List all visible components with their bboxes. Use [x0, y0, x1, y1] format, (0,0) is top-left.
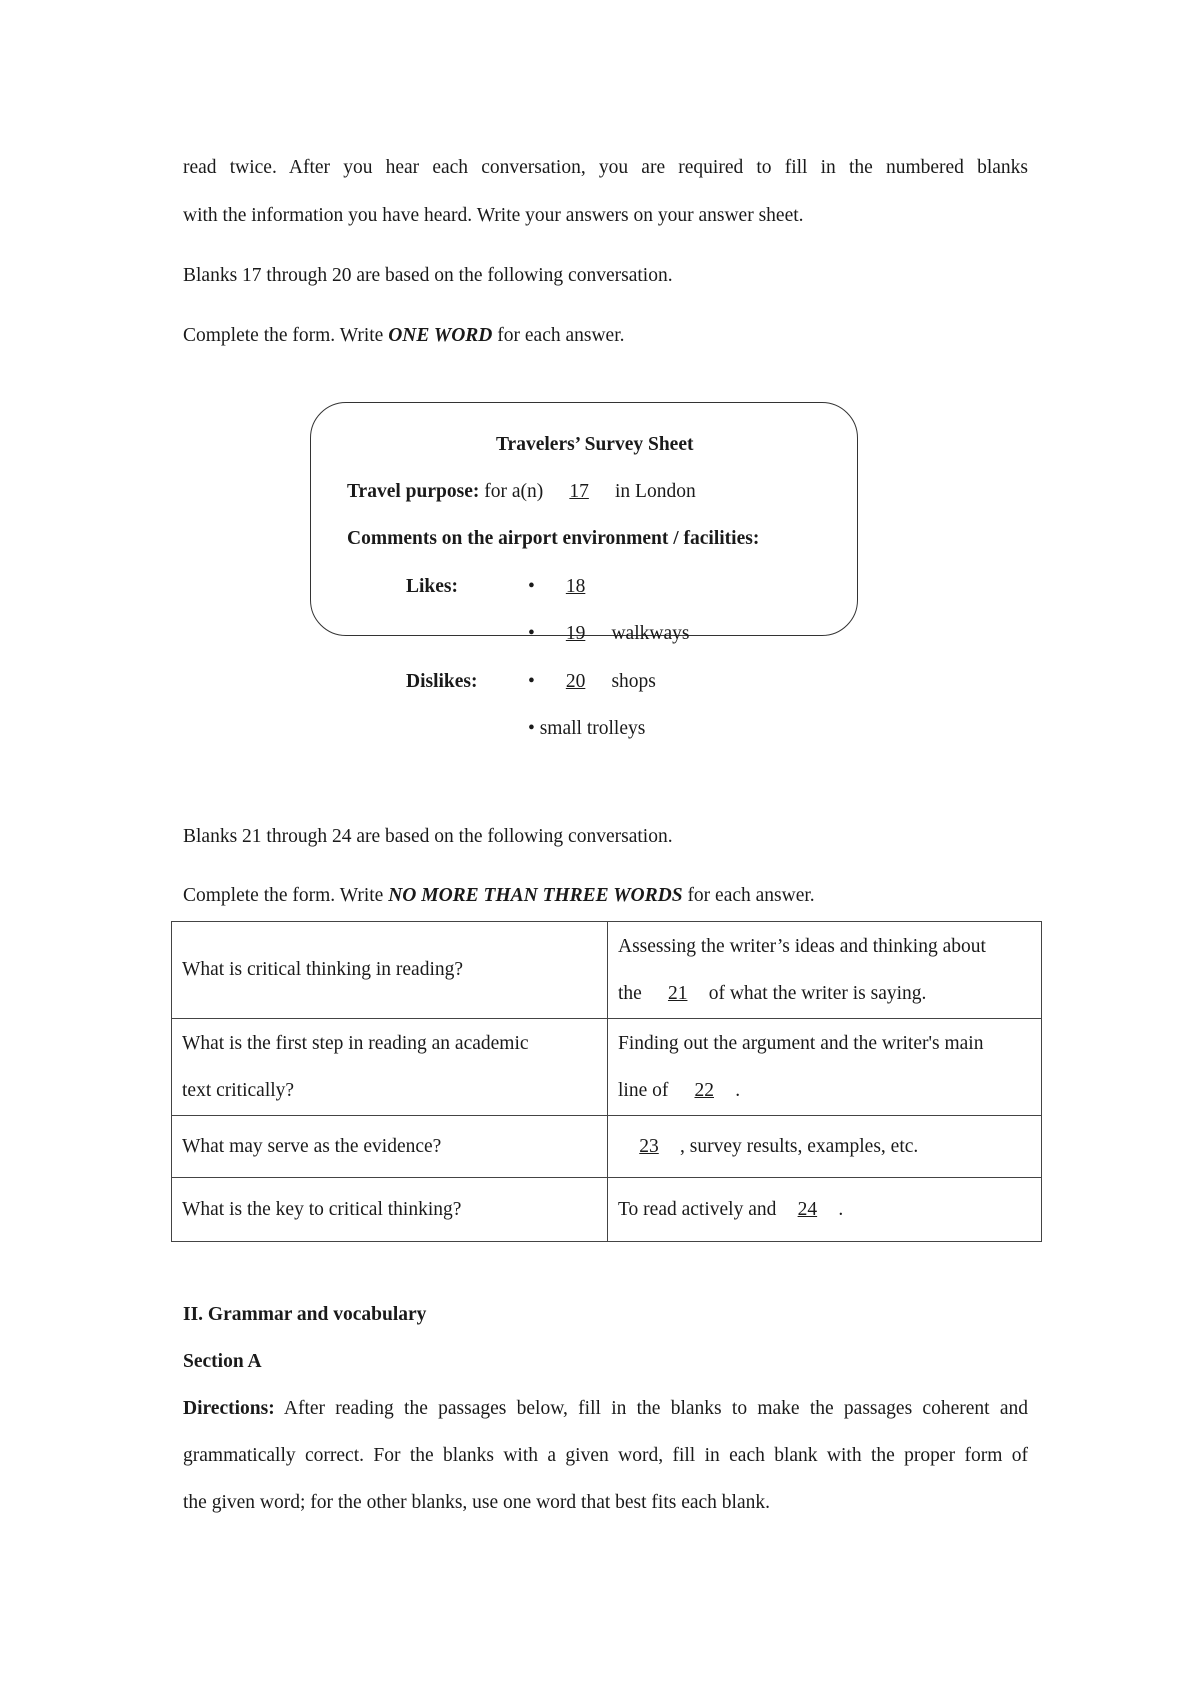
- dislikes-item-2: [528, 718, 645, 740]
- travel-purpose-line: [347, 481, 696, 503]
- answer-text: of what the writer is saying.: [708, 983, 927, 1004]
- table-answer-cell: [608, 1019, 1042, 1116]
- likes-label: Likes:: [406, 576, 459, 597]
- comments-label: Comments on the airport environment / facilities:: [347, 528, 760, 549]
- part2-heading: Blanks 21 through 24 are based on the following conversation.: [183, 826, 673, 847]
- part2-instruction: [183, 885, 815, 907]
- dislikes-item-1: [528, 671, 656, 693]
- answer-line: [618, 1067, 1031, 1114]
- answer-text: To read actively and: [618, 1198, 777, 1220]
- dislikes-label: Dislikes:: [406, 671, 478, 692]
- blank-22[interactable]: 22: [694, 1080, 714, 1101]
- table-row: [172, 922, 1042, 1019]
- table-answer-cell: [608, 1178, 1042, 1242]
- instruction-emphasis: NO MORE THAN THREE WORDS: [388, 885, 683, 906]
- blank-20[interactable]: 20: [565, 671, 586, 692]
- part1-instruction: [183, 325, 625, 347]
- answer-text: line of: [618, 1080, 674, 1101]
- directions-text: After reading the passages below, fill in the blanks to make the passages coherent and: [274, 1398, 1028, 1419]
- blank-21[interactable]: 21: [667, 983, 688, 1004]
- table-question-cell: [172, 1019, 608, 1116]
- instruction-text: for each answer.: [682, 885, 815, 906]
- likes-item-2: [528, 623, 689, 645]
- answer-line: [618, 970, 1031, 1017]
- intro-line-1: read twice. After you hear each conversation, you are required to fill in the numbered blanks: [183, 157, 1028, 178]
- bullet: •: [528, 623, 535, 644]
- blank-23[interactable]: 23: [639, 1135, 659, 1157]
- blank-24[interactable]: 24: [797, 1198, 818, 1220]
- instruction-emphasis: ONE WORD: [388, 325, 493, 346]
- directions-line-2: grammatically correct. For the blanks with a given word, fill in each blank with the proper form of: [183, 1445, 1028, 1466]
- purpose-post: in London: [610, 481, 696, 502]
- blank-17[interactable]: 17: [569, 481, 589, 502]
- bullet: •: [528, 671, 535, 692]
- answer-text: .: [735, 1080, 741, 1101]
- table-row: [172, 1116, 1042, 1178]
- purpose-label: Travel purpose:: [347, 481, 480, 502]
- blank-19[interactable]: 19: [565, 623, 586, 644]
- answer-text: , survey results, examples, etc.: [680, 1135, 919, 1157]
- question-text: What is the key to critical thinking?: [182, 1198, 462, 1220]
- likes-item-text: walkways: [606, 623, 690, 644]
- directions-line-1: [183, 1398, 1028, 1420]
- answer-text: .: [838, 1198, 844, 1220]
- critical-thinking-table: [171, 921, 1042, 1242]
- table-answer-cell: [608, 922, 1042, 1019]
- bullet: •: [528, 718, 535, 739]
- purpose-pre: for a(n): [479, 481, 549, 502]
- table-row: [172, 1019, 1042, 1116]
- table-answer-cell: [608, 1116, 1042, 1178]
- table-question-cell: [172, 1116, 608, 1178]
- question-line: What is the first step in reading an academic: [182, 1033, 529, 1054]
- answer-line: Finding out the argument and the writer's main: [618, 1033, 984, 1054]
- section-subheading: Section A: [183, 1351, 262, 1372]
- dislikes-item-text: shops: [606, 671, 656, 692]
- dislikes-item-text: small trolleys: [539, 718, 646, 739]
- directions-label: Directions:: [183, 1398, 275, 1419]
- question-text: What is critical thinking in reading?: [182, 959, 464, 980]
- survey-title: Travelers’ Survey Sheet: [496, 434, 694, 455]
- answer-line: Assessing the writer’s ideas and thinking about: [618, 936, 986, 957]
- instruction-text: Complete the form. Write: [183, 885, 389, 906]
- answer-text: the: [618, 983, 647, 1004]
- table-row: [172, 1178, 1042, 1242]
- bullet: •: [528, 576, 535, 597]
- table-question-cell: [172, 1178, 608, 1242]
- instruction-text: for each answer.: [492, 325, 625, 346]
- table-question-cell: [172, 922, 608, 1019]
- part1-heading: Blanks 17 through 20 are based on the following conversation.: [183, 265, 673, 286]
- section-heading: II. Grammar and vocabulary: [183, 1304, 427, 1325]
- blank-18[interactable]: 18: [565, 576, 586, 597]
- likes-item-1: [528, 576, 607, 598]
- question-text: What may serve as the evidence?: [182, 1135, 442, 1157]
- intro-line-2: with the information you have heard. Write your answers on your answer sheet.: [183, 205, 804, 226]
- directions-line-3: the given word; for the other blanks, use one word that best fits each blank.: [183, 1492, 771, 1513]
- question-line: text critically?: [182, 1080, 295, 1101]
- instruction-text: Complete the form. Write: [183, 325, 389, 346]
